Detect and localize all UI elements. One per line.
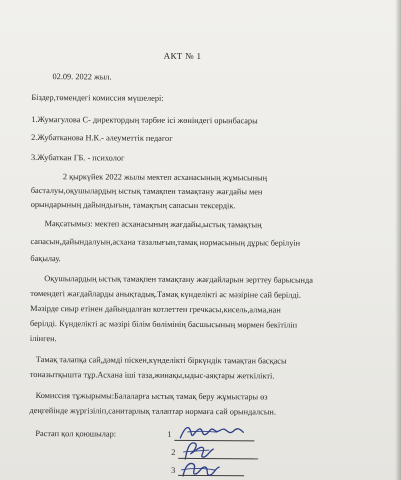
quality-paragraph-line-2: тоназытқышта тұр.Асхана іші таза,жинақы,ыдыс-аяқтары жеткілікті.	[29, 369, 275, 381]
signature-number-2: 2	[171, 447, 176, 457]
commission-intro: Біздер,төмендегі комиссия мүшелері:	[31, 92, 164, 103]
intro-paragraph-line-1: 2 қыркүйек 2022 жылы мектеп асханасының жұмысының	[62, 172, 268, 183]
intro-paragraph-line-3: орындарының дайындығын, тамақтың сапасын тексердік.	[30, 199, 236, 211]
aim-paragraph-line-2: сапасын,дайындалуын,асхана тазалығын,тамақ нормасының дұрыс берілуін	[30, 236, 301, 248]
commission-member-1: 1.Жумагулова С- директордың тәрбие ісі жөніндегі орынбасары	[31, 114, 258, 126]
quality-paragraph-line-1: Тамақ талапқа сай,дәмді піскен,күнделікті біркүндік тамақтан басқасы	[35, 355, 287, 366]
document-date: 02.09. 2022 жыл.	[52, 72, 112, 82]
commission-member-3: 3.Жубаткан ГБ. - психолог	[31, 152, 125, 163]
document-body	[29, 0, 382, 475]
aim-paragraph-line-3: бақылау.	[30, 253, 61, 264]
document-title: АКТ № 1	[163, 50, 202, 62]
findings-paragraph-line-2: төмендегі жағдайларды анықтадық.Тамақ күнделікті ас мәзіріне сай берілді.	[30, 288, 301, 300]
conclusion-paragraph-line-1: Комиссия тұжырымы:Балаларға ыстық тамақ беру жұмыстары өз	[35, 391, 268, 402]
signature-number-1: 1	[167, 429, 172, 439]
findings-paragraph-line-3: Мәзірде сиыр етінен дайындалған котлеттен гречкасы,кисель,алма,нан	[30, 303, 281, 315]
signature-3-image	[179, 458, 223, 480]
intro-paragraph-line-2: басталуы,оқушылардың ыстық тамақпен тамақтану жағдайы мен	[30, 185, 263, 197]
commission-member-2: 2.Жубатканова Н.К.- әлеуметтік педагог	[31, 132, 173, 143]
conclusion-paragraph-line-2: деңгейінде жүргізіліп,санитарлық талаптар нормаға сай орындалсын.	[29, 405, 276, 417]
findings-paragraph-line-4: берілді. Күнделікті ас мәзірі білім бөлімінің басшысының мөрмен бекітіліп	[29, 318, 298, 330]
aim-paragraph-line-1: Мақсатымыз: мектеп асханасының жағдайы,ыстық тамақтың	[44, 219, 262, 230]
signature-number-3: 3	[171, 465, 176, 475]
signatures-label: Растап қол қоюшылар:	[35, 429, 117, 439]
findings-paragraph-line-5: ілінген.	[29, 333, 57, 344]
findings-paragraph-line-1: Оқушылардың ыстық тамақпен тамақтану жағдайларын зерттеу барысында	[44, 274, 313, 285]
